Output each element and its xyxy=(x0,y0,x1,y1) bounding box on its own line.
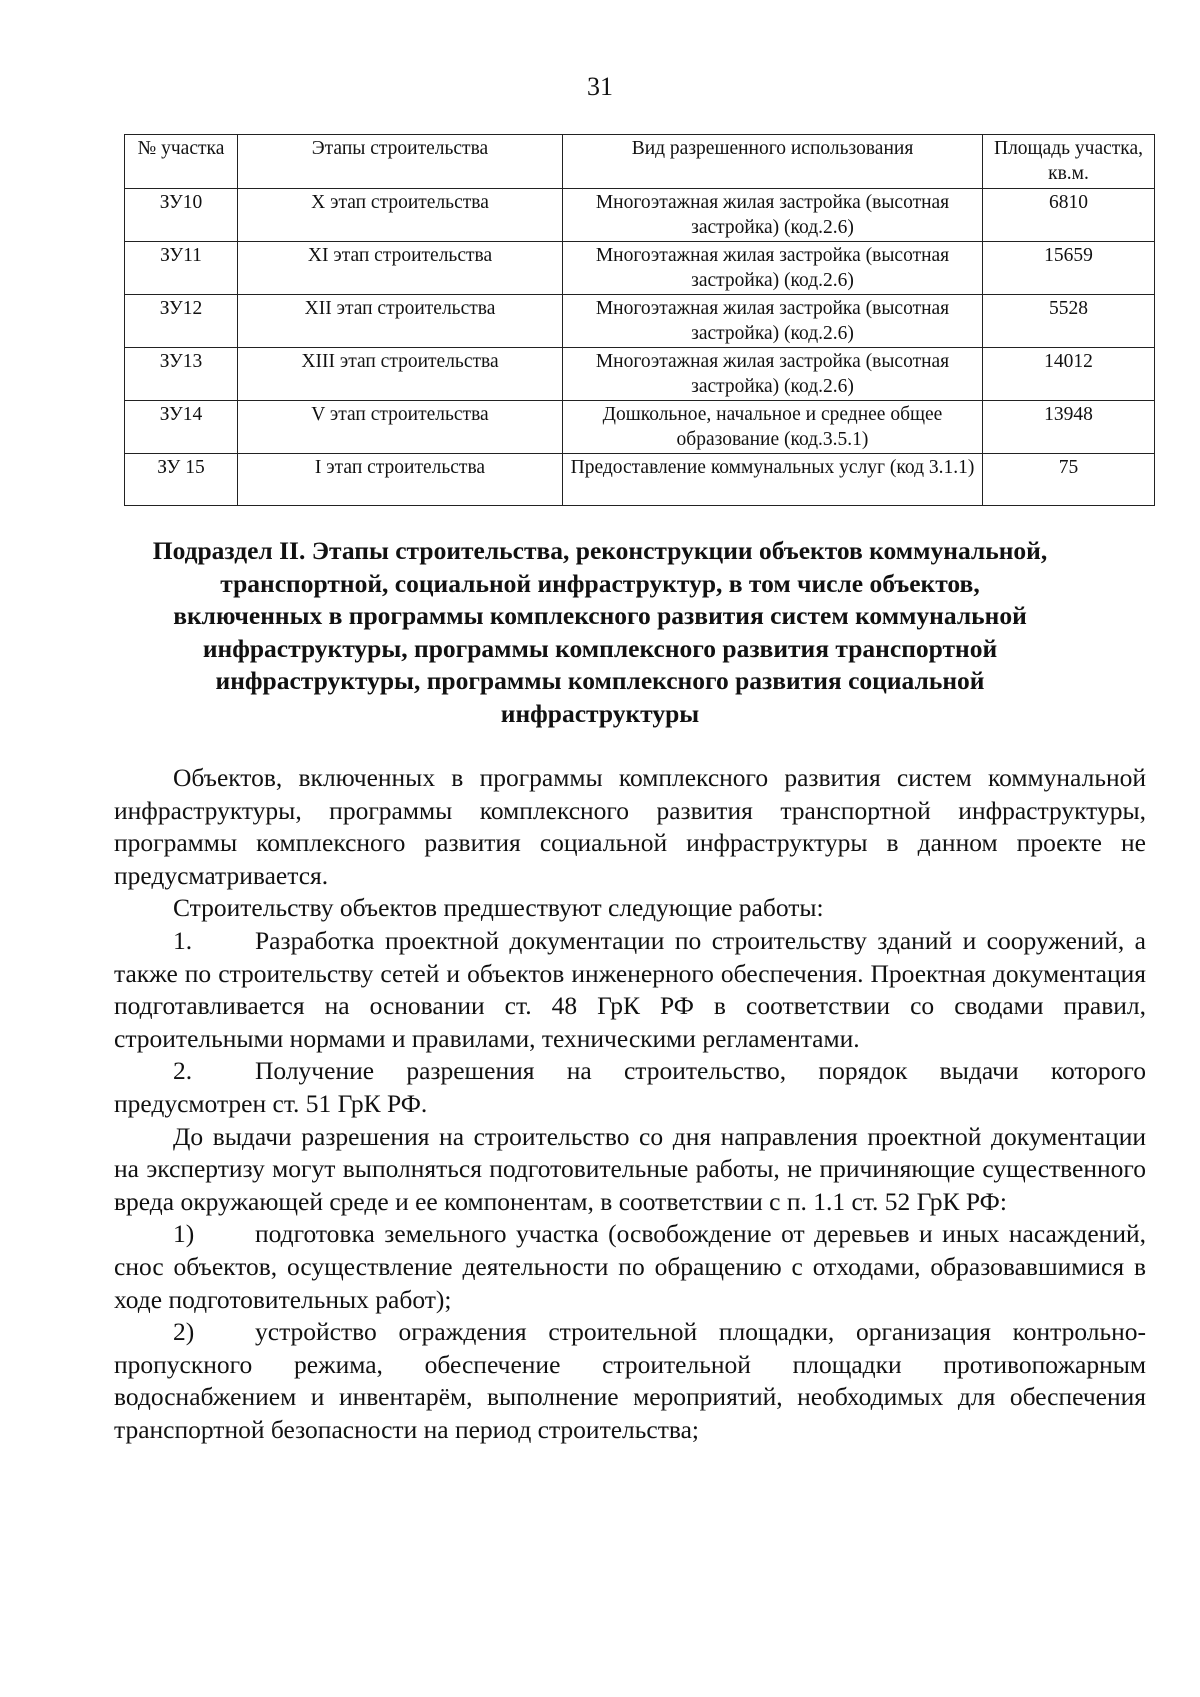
permitted-use-cell: Многоэтажная жилая застройка (высотная застройка) (код.2.6) xyxy=(563,348,983,401)
column-header: Площадь участка, кв.м. xyxy=(983,135,1155,189)
plot-number-cell: ЗУ 15 xyxy=(125,454,238,506)
numbered-item xyxy=(114,1316,1146,1446)
paragraph: До выдачи разрешения на строительство со дня направления проектной документации на экспертизу могут выполняться подготовительные работы, не причиняющие существенного вреда окружающей среде и ее компонентам, в соответствии с п. 1.1 ст. 52 ГрК РФ: xyxy=(114,1121,1146,1216)
item-number: 2. xyxy=(173,1056,193,1086)
table-header-row xyxy=(125,135,1155,189)
table-row xyxy=(125,242,1155,295)
item-text: Получение разрешения на строительство, порядок выдачи которого предусмотрен ст. 51 ГрК РФ. xyxy=(114,1056,1146,1118)
body-text xyxy=(114,762,1146,1446)
numbered-item xyxy=(114,1218,1146,1316)
item-number: 1) xyxy=(173,1219,195,1249)
paragraph: Строительству объектов предшествуют следующие работы: xyxy=(173,893,824,923)
plot-number-cell: ЗУ12 xyxy=(125,295,238,348)
stage-cell: X этап строительства xyxy=(238,189,563,242)
plot-number-cell: ЗУ11 xyxy=(125,242,238,295)
column-header: № участка xyxy=(125,135,238,189)
stage-cell: XIII этап строительства xyxy=(238,348,563,401)
stage-cell: XI этап строительства xyxy=(238,242,563,295)
column-header: Вид разрешенного использования xyxy=(563,135,983,189)
permitted-use-cell: Многоэтажная жилая застройка (высотная застройка) (код.2.6) xyxy=(563,295,983,348)
plot-number-cell: ЗУ10 xyxy=(125,189,238,242)
section-title: Подраздел II. Этапы строительства, реконструкции объектов коммунальной, транспортной, социальной инфраструктур, в том числе объектов, включенных в программы комплексного развития систем коммунальной инфраструктуры, программы комплексного развития транспортной инфраструктуры, программы комплексного развития социальной инфраструктуры xyxy=(152,536,1048,728)
area-cell: 6810 xyxy=(983,189,1155,242)
stage-cell: I этап строительства xyxy=(238,454,563,506)
table-row xyxy=(125,454,1155,506)
permitted-use-cell: Многоэтажная жилая застройка (высотная застройка) (код.2.6) xyxy=(563,242,983,295)
item-text: подготовка земельного участка (освобождение от деревьев и иных насаждений, снос объектов, осуществление деятельности по обращению с отходами, образовавшимися в ходе подготовительных работ); xyxy=(114,1219,1146,1314)
numbered-item xyxy=(114,1055,1146,1120)
permitted-use-cell: Предоставление коммунальных услуг (код 3.1.1) xyxy=(563,454,983,506)
permitted-use-cell: Дошкольное, начальное и среднее общее образование (код.3.5.1) xyxy=(563,401,983,454)
paragraph: Объектов, включенных в программы комплексного развития систем коммунальной инфраструктуры, программы комплексного развития транспортной инфраструктуры, программы комплексного развития социальной инфраструктуры в данном проекте не предусматривается. xyxy=(114,763,1146,890)
permitted-use-cell: Многоэтажная жилая застройка (высотная застройка) (код.2.6) xyxy=(563,189,983,242)
table-row xyxy=(125,348,1155,401)
numbered-item xyxy=(114,925,1146,1055)
table-row xyxy=(125,401,1155,454)
stage-cell: V этап строительства xyxy=(238,401,563,454)
column-header: Этапы строительства xyxy=(238,135,563,189)
page-number: 31 xyxy=(587,72,613,101)
plot-number-cell: ЗУ14 xyxy=(125,401,238,454)
area-cell: 75 xyxy=(983,454,1155,506)
item-number: 1. xyxy=(173,925,193,955)
item-number: 2) xyxy=(173,1317,195,1347)
plot-number-cell: ЗУ13 xyxy=(125,348,238,401)
item-text: Разработка проектной документации по строительству зданий и сооружений, а также по строительству сетей и объектов инженерного обеспечения. Проектная документация подготавливается на основании ст. 48 ГрК РФ в соответствии со сводами правил, строительными нормами и правилами, техническими регламентами. xyxy=(114,925,1146,1053)
land-plots-table xyxy=(124,134,1155,506)
area-cell: 14012 xyxy=(983,348,1155,401)
table-row xyxy=(125,295,1155,348)
area-cell: 15659 xyxy=(983,242,1155,295)
area-cell: 5528 xyxy=(983,295,1155,348)
table-row xyxy=(125,189,1155,242)
item-text: устройство ограждения строительной площадки, организация контрольно-пропускного режима, обеспечение строительной площадки противопожарным водоснабжением и инвентарём, выполнение мероприятий, необходимых для обеспечения транспортной безопасности на период строительства; xyxy=(114,1317,1146,1444)
area-cell: 13948 xyxy=(983,401,1155,454)
stage-cell: XII этап строительства xyxy=(238,295,563,348)
